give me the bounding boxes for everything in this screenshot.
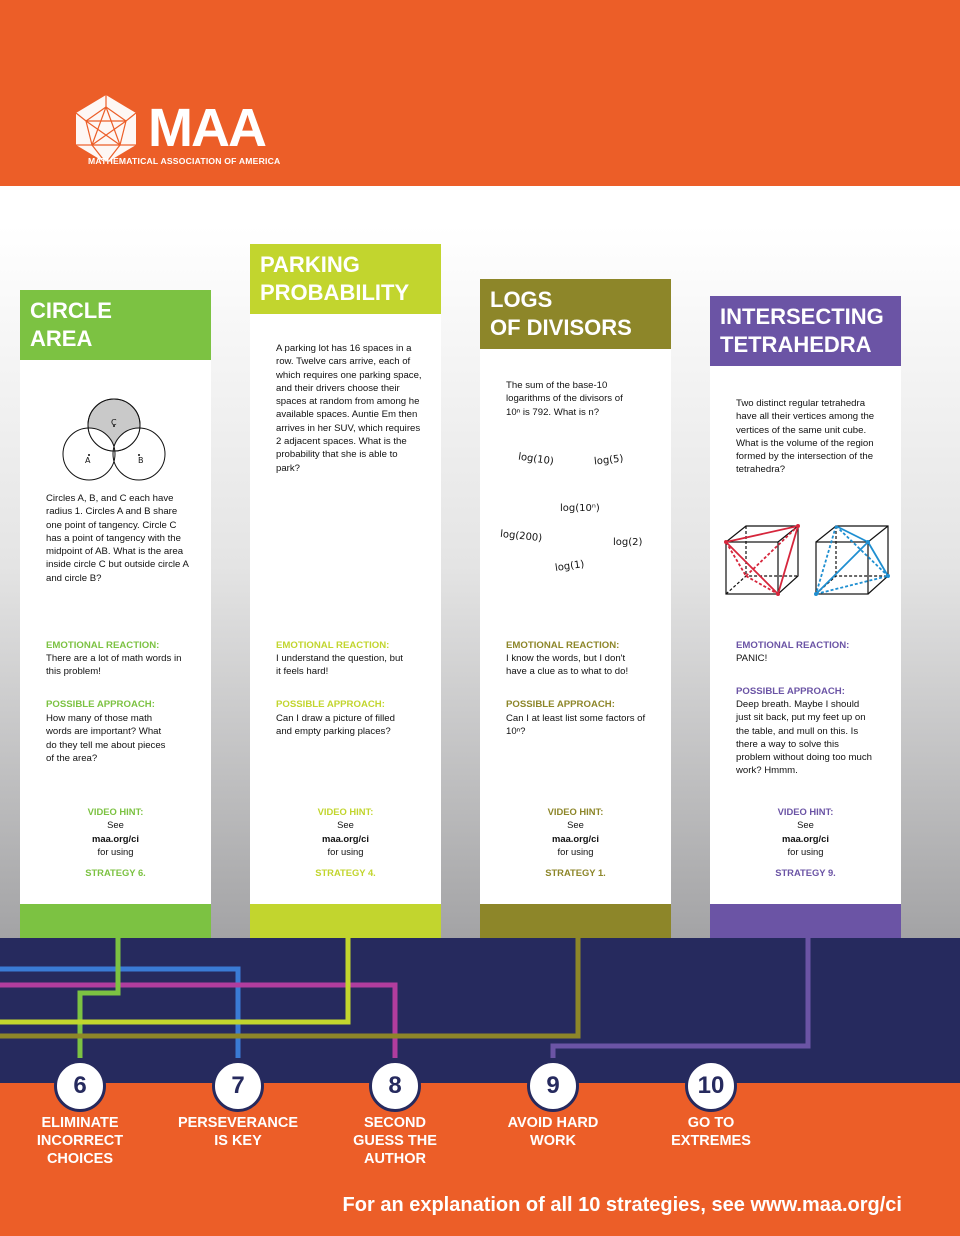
footer-note: For an explanation of all 10 strategies, see www.maa.org/ci bbox=[342, 1194, 902, 1216]
card-title bbox=[710, 296, 901, 366]
problem-text: Two distinct regular tetrahedra have all their vertices among the vertices of the same unit cube. What is the volume of the region formed by the intersection of the tetrahedra? bbox=[736, 398, 875, 476]
hint-strategy: STRATEGY 1. bbox=[545, 867, 606, 879]
approach-label: POSSIBLE APPROACH: bbox=[276, 699, 385, 710]
hint-url-link[interactable]: maa.org/ci bbox=[92, 832, 139, 844]
approach-text: Can I at least list some factors of 10ⁿ? bbox=[506, 713, 646, 738]
video-hint bbox=[710, 805, 901, 879]
hint-url-link[interactable]: maa.org/ci bbox=[552, 832, 599, 844]
problem-text: Circles A, B, and C each have radius 1. Circles A and B share one point of tangency. Circle C has a point of tangency with the midpoint of AB. What is the area inside circle C but outside circle A and circle B? bbox=[46, 493, 189, 584]
approach-label: POSSIBLE APPROACH: bbox=[506, 699, 615, 710]
strategy-label-line: ELIMINATE bbox=[41, 1115, 119, 1131]
strategy-label-line: PERSEVERANCE bbox=[177, 1115, 299, 1131]
hint-see: See bbox=[107, 819, 124, 831]
maa-logo-text: MAA bbox=[148, 98, 265, 158]
strategy-badge-8: 8 bbox=[369, 1060, 421, 1112]
venn-label-b: B bbox=[138, 456, 144, 465]
hint-strategy: STRATEGY 6. bbox=[85, 867, 146, 879]
strategy-label-line: WORK bbox=[530, 1133, 576, 1149]
card-title-line2: TETRAHEDRA bbox=[720, 332, 872, 357]
card-circle-area bbox=[20, 290, 211, 938]
reaction-label: EMOTIONAL REACTION: bbox=[46, 640, 160, 651]
hint-see: See bbox=[337, 819, 354, 831]
card-parking-probability bbox=[250, 244, 441, 938]
problem-text: The sum of the base-10 logarithms of the divisors of 10ⁿ is 792. What is n? bbox=[506, 380, 623, 418]
strategy-label-line: AUTHOR bbox=[363, 1151, 427, 1167]
card-title bbox=[250, 244, 441, 314]
hint-see: See bbox=[567, 819, 584, 831]
card-intersecting-tetrahedra bbox=[710, 296, 901, 938]
tetrahedra-cube-blue bbox=[814, 524, 892, 596]
strategy-label-9 bbox=[478, 1114, 628, 1150]
reaction-label: EMOTIONAL REACTION: bbox=[506, 640, 620, 651]
strategy-badge-10: 10 bbox=[685, 1060, 737, 1112]
hint-label: VIDEO HINT: bbox=[317, 806, 374, 817]
video-hint bbox=[250, 805, 441, 879]
approach-text: How many of those math words are important? What do they tell me about pieces of the area? bbox=[46, 713, 166, 764]
hint-using: for using bbox=[787, 845, 824, 857]
card-title-line2: OF DIVISORS bbox=[490, 315, 632, 340]
approach-text: Can I draw a picture of filled and empty parking places? bbox=[276, 713, 395, 738]
problem-text: A parking lot has 16 spaces in a row. Twelve cars arrive, each of which requires one parking space, and their drivers choose their spaces at random from among he available spaces. Auntie Em then arrives in her SUV, which requires 2 adjacent spaces. What is the probability that she is able to park? bbox=[276, 343, 422, 474]
approach-label: POSSIBLE APPROACH: bbox=[46, 699, 155, 710]
hint-using: for using bbox=[327, 845, 364, 857]
strategy-label-7 bbox=[163, 1114, 313, 1150]
card-title bbox=[20, 290, 211, 360]
card-footer-bar bbox=[250, 904, 441, 938]
strategy-badge-7: 7 bbox=[212, 1060, 264, 1112]
hint-strategy: STRATEGY 4. bbox=[315, 867, 376, 879]
hint-see: See bbox=[797, 819, 814, 831]
hint-url-link[interactable]: maa.org/ci bbox=[782, 832, 829, 844]
venn-diagram bbox=[60, 398, 172, 484]
strategy-label-line: GUESS THE bbox=[353, 1133, 437, 1149]
log-tag: log(200) bbox=[499, 528, 543, 545]
strategy-label-line: SECOND bbox=[363, 1115, 427, 1131]
strategy-label-8 bbox=[320, 1114, 470, 1168]
tetrahedra-cube-red bbox=[724, 524, 802, 596]
card-title bbox=[480, 279, 671, 349]
reaction-label: EMOTIONAL REACTION: bbox=[736, 640, 850, 651]
card-footer-bar bbox=[710, 904, 901, 938]
hint-label: VIDEO HINT: bbox=[87, 806, 144, 817]
card-logs-of-divisors bbox=[480, 279, 671, 938]
strategy-label-line: EXTREMES bbox=[671, 1133, 751, 1149]
approach-text: Deep breath. Maybe I should just sit back, put my feet up on the table, and mull on this. Is there a way to solve this problem without doing too much work? Hmmm. bbox=[736, 699, 872, 777]
card-footer-bar bbox=[20, 904, 211, 938]
log-tag: log(2) bbox=[613, 537, 643, 548]
log-tag: log(1) bbox=[554, 559, 586, 574]
video-hint bbox=[20, 805, 211, 879]
maa-logo-icon bbox=[70, 93, 142, 165]
card-title-line1: LOGS bbox=[490, 287, 553, 312]
card-title-line1: CIRCLE bbox=[30, 298, 112, 323]
hint-label: VIDEO HINT: bbox=[777, 806, 834, 817]
venn-label-a: A bbox=[85, 456, 91, 465]
strategy-label-line: IS KEY bbox=[214, 1133, 262, 1149]
reaction-text: I know the words, but I don't have a clue as to what to do! bbox=[506, 653, 629, 678]
hint-using: for using bbox=[557, 845, 594, 857]
card-title-line1: PARKING bbox=[260, 252, 360, 277]
hint-using: for using bbox=[97, 845, 134, 857]
log-tag: log(5) bbox=[593, 453, 624, 468]
strategy-label-line: CHOICES bbox=[46, 1151, 114, 1167]
hint-url-link[interactable]: maa.org/ci bbox=[322, 832, 369, 844]
video-hint bbox=[480, 805, 671, 879]
venn-label-c: C bbox=[111, 418, 117, 427]
card-title-line2: PROBABILITY bbox=[260, 280, 410, 305]
strategy-badge-6: 6 bbox=[54, 1060, 106, 1112]
reaction-label: EMOTIONAL REACTION: bbox=[276, 640, 390, 651]
hint-label: VIDEO HINT: bbox=[547, 806, 604, 817]
hint-strategy: STRATEGY 9. bbox=[775, 867, 836, 879]
strategy-connector-lines bbox=[0, 938, 960, 1083]
reaction-text: I understand the question, but it feels hard! bbox=[276, 653, 403, 678]
strategy-label-10 bbox=[636, 1114, 786, 1150]
strategy-label-line: GO TO bbox=[687, 1115, 735, 1131]
card-footer-bar bbox=[480, 904, 671, 938]
reaction-text: PANIC! bbox=[736, 653, 768, 664]
card-title-line1: INTERSECTING bbox=[720, 304, 884, 329]
maa-logo-subtitle: MATHEMATICAL ASSOCIATION OF AMERICA bbox=[88, 156, 281, 166]
card-title-line2: AREA bbox=[30, 326, 93, 351]
approach-label: POSSIBLE APPROACH: bbox=[736, 686, 845, 697]
strategy-label-6 bbox=[5, 1114, 155, 1168]
log-tag: log(10) bbox=[517, 451, 555, 468]
strategy-label-line: AVOID HARD bbox=[507, 1115, 599, 1131]
log-tag: log(10ⁿ) bbox=[560, 503, 600, 514]
reaction-text: There are a lot of math words in this problem! bbox=[46, 653, 182, 678]
strategy-badge-9: 9 bbox=[527, 1060, 579, 1112]
strategy-label-line: INCORRECT bbox=[36, 1133, 124, 1149]
